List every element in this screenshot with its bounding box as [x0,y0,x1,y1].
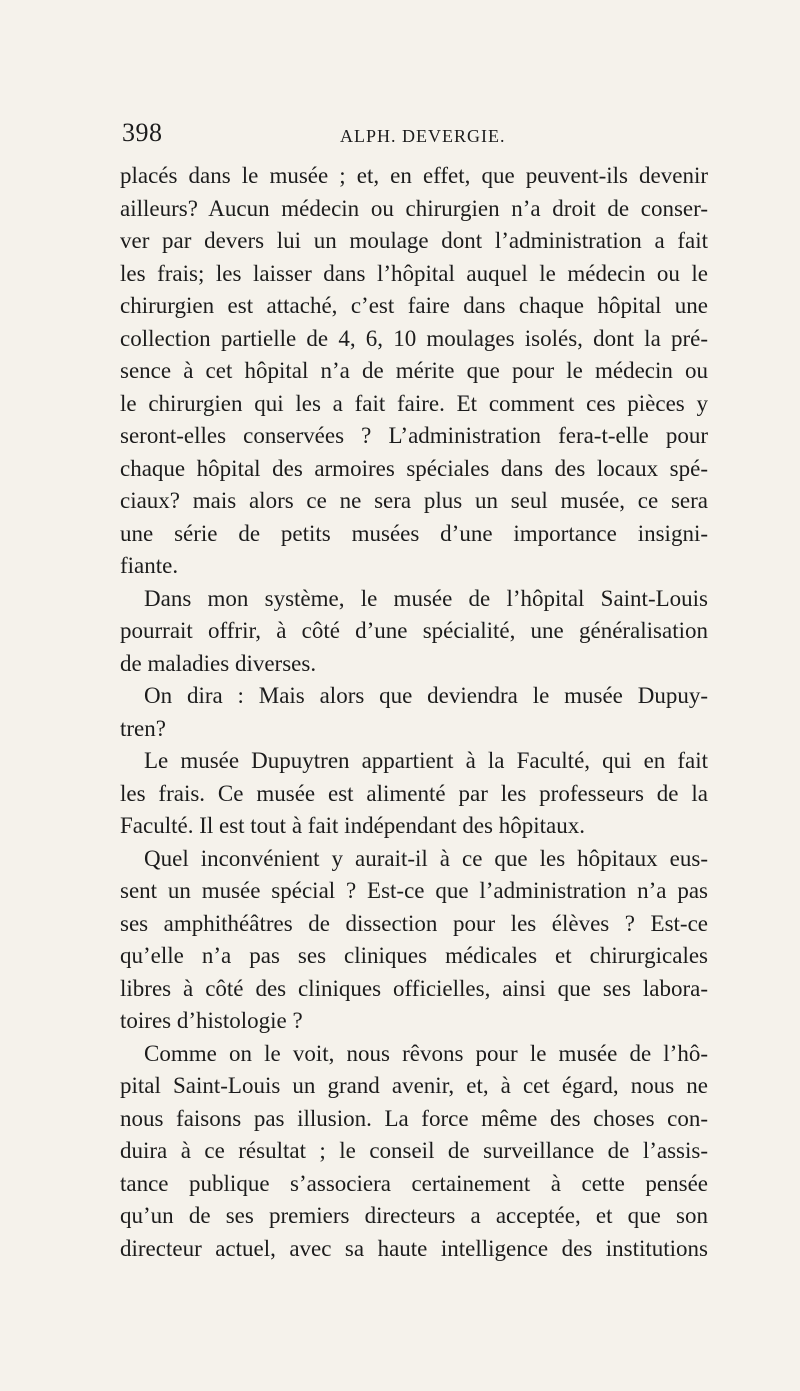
text-line: ailleurs? Aucun médecin ou chirurgien n’a droit de conser- [120,195,708,221]
page-number: 398 [122,118,163,147]
text-line: les frais; les laisser dans l’hôpital auquel le médecin ou le [120,260,708,286]
text-line: ciaux? mais alors ce ne sera plus un seul musée, ce sera [120,488,708,513]
text-line: seront-elles conservées ? L’administration fera-t-elle pour [120,423,708,448]
text-line: tance publique s’associera certainement à cette pensée [120,1170,708,1196]
text-line: ses amphithéâtres de dissection pour les élèves ? Est-ce [120,910,708,936]
text-line: pital Saint-Louis un grand avenir, et, à cet égard, nous ne [120,1073,708,1098]
text-line: le chirurgien qui les a fait faire. Et comment ces pièces y [120,390,708,416]
text-line: Comme on le voit, nous rêvons pour le musée de l’hô- [144,1040,708,1066]
text-line: Quel inconvénient y aurait-il à ce que les hôpitaux eus- [144,845,708,871]
text-line: duira à ce résultat ; le conseil de surveillance de l’assis- [120,1138,708,1163]
text-line: directeur actuel, avec sa haute intelligence des institutions [120,1235,708,1261]
text-line: libres à côté des cliniques officielles, ainsi que ses labora- [120,975,708,1001]
text-line: Dans mon système, le musée de l’hôpital Saint-Louis [144,585,708,611]
text-line: de maladies diverses. [120,650,317,676]
text-line: pourrait offrir, à côté d’une spécialité, une généralisation [120,618,708,643]
body-text [120,160,708,1265]
text-line: les frais. Ce musée est alimenté par les professeurs de la [120,780,708,806]
text-line: Faculté. Il est tout à fait indépendant des hôpitaux. [120,813,585,838]
text-line: qu’elle n’a pas ses cliniques médicales et chirurgicales [120,943,708,968]
text-line: chirurgien est attaché, c’est faire dans chaque hôpital une [120,293,708,318]
text-line: nous faisons pas illusion. La force même des choses con- [120,1105,708,1131]
text-line: Le musée Dupuytren appartient à la Faculté, qui en fait [144,748,708,773]
text-line: collection partielle de 4, 6, 10 moulages isolés, dont la pré- [120,325,708,351]
text-line: fiante. [120,553,179,578]
text-line: qu’un de ses premiers directeurs a acceptée, et que son [120,1203,708,1228]
text-line: une série de petits musées d’une importance insigni- [120,520,708,546]
text-line: On dira : Mais alors que deviendra le musée Dupuy- [144,683,708,708]
text-line: ver par devers lui un moulage dont l’administration a fait [120,228,708,253]
text-line: tren? [120,715,166,741]
page-header [122,118,708,152]
running-head: ALPH. DEVERGIE. [340,126,506,146]
text-line: sence à cet hôpital n’a de mérite que pour le médecin ou [120,358,708,383]
text-line: sent un musée spécial ? Est-ce que l’administration n’a pas [120,878,708,903]
text-line: toires d’histologie ? [120,1008,303,1033]
text-line: chaque hôpital des armoires spéciales dans des locaux spé- [120,455,708,481]
text-line: placés dans le musée ; et, en effet, que peuvent-ils devenir [120,163,708,188]
